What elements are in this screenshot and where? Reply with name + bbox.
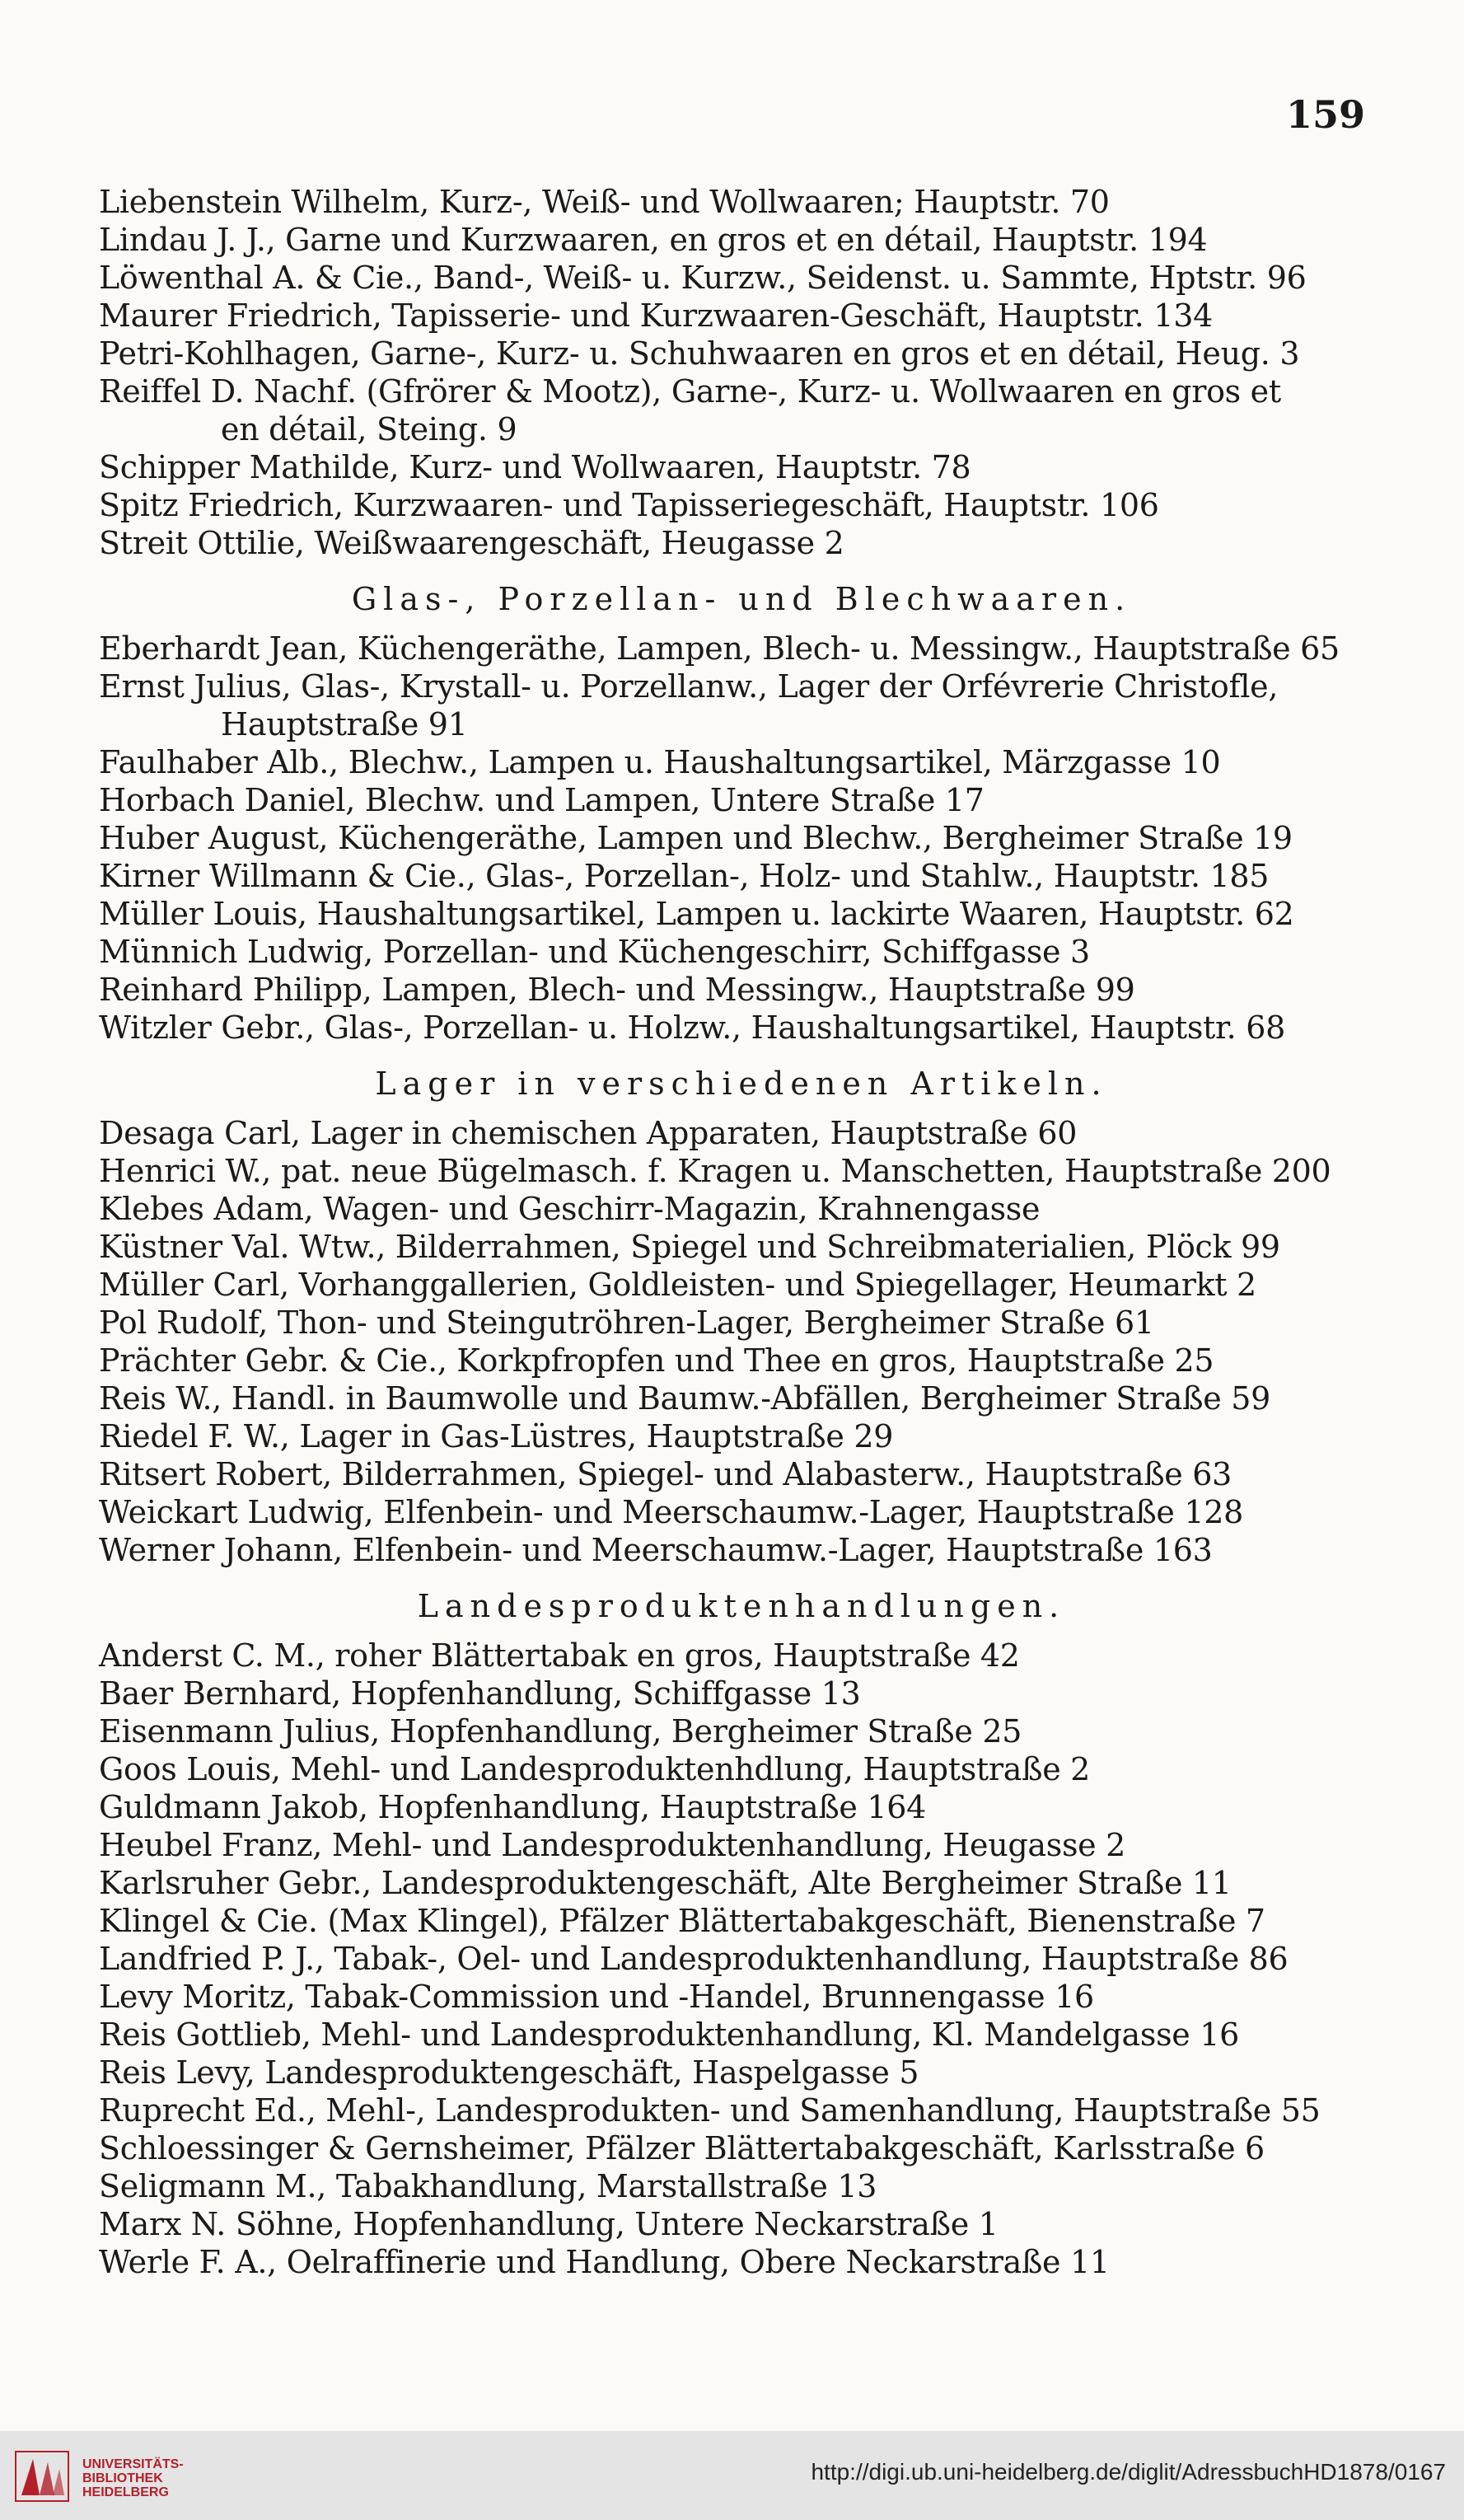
entry-text: Ritsert Robert, Bilderrahmen, Spiegel- und Alabasterw., Hauptstraße 63 <box>99 1456 1232 1492</box>
logo-line-2: BIBLIOTHEK <box>82 2471 163 2485</box>
entry-text: Lindau J. J., Garne und Kurzwaaren, en gros et en détail, Hauptstr. 194 <box>99 222 1208 258</box>
directory-entry <box>99 933 1384 971</box>
directory-entry <box>99 857 1384 895</box>
section-heading: Lager in verschiedenen Artikeln. <box>375 1066 1108 1102</box>
entry-text: Reis W., Handl. in Baumwolle und Baumw.-Abfällen, Bergheimer Straße 59 <box>99 1380 1270 1417</box>
logo-line-1: UNIVERSITÄTS- <box>82 2457 184 2471</box>
entry-text: Prächter Gebr. & Cie., Korkpfropfen und Thee en gros, Hauptstraße 25 <box>99 1342 1214 1379</box>
source-url-link[interactable]: http://digi.ub.uni-heidelberg.de/diglit/AdressbuchHD1878/0167 <box>811 2459 1446 2485</box>
directory-entry <box>99 2054 1384 2091</box>
entry-text: Schloessinger & Gernsheimer, Pfälzer Blättertabakgeschäft, Karlsstraße 6 <box>99 2130 1265 2166</box>
entry-text: Liebenstein Wilhelm, Kurz-, Weiß- und Wollwaaren; Hauptstr. 70 <box>99 184 1110 220</box>
entry-text: Eisenmann Julius, Hopfenhandlung, Bergheimer Straße 25 <box>99 1713 1022 1749</box>
directory-entry <box>99 524 1384 562</box>
entry-text: Werle F. A., Oelraffinerie und Handlung, Obere Neckarstraße 11 <box>99 2244 1110 2280</box>
directory-listing <box>99 183 1384 2281</box>
directory-entry <box>99 1342 1384 1379</box>
entry-text: Pol Rudolf, Thon- und Steingutröhren-Lager, Bergheimer Straße 61 <box>99 1304 1154 1341</box>
directory-entry <box>99 667 1384 743</box>
viewer-footer <box>0 2431 1464 2520</box>
directory-entry <box>99 2091 1384 2129</box>
directory-entry <box>99 1788 1384 1826</box>
entry-text: Anderst C. M., roher Blättertabak en gros, Hauptstraße 42 <box>99 1637 1020 1674</box>
entry-text: Baer Bernhard, Hopfenhandlung, Schiffgasse 13 <box>99 1675 861 1712</box>
directory-entry <box>99 1826 1384 1864</box>
directory-entry <box>99 1712 1384 1750</box>
entry-text: Marx N. Söhne, Hopfenhandlung, Untere Neckarstraße 1 <box>99 2206 999 2242</box>
entry-text: Reinhard Philipp, Lampen, Blech- und Messingw., Hauptstraße 99 <box>99 972 1135 1008</box>
entry-text: Müller Carl, Vorhanggallerien, Goldleisten- und Spiegellager, Heumarkt 2 <box>99 1267 1256 1303</box>
entry-text: Horbach Daniel, Blechw. und Lampen, Untere Straße 17 <box>99 782 985 818</box>
directory-entry <box>99 1493 1384 1531</box>
directory-entry <box>99 1009 1384 1047</box>
directory-entry <box>99 259 1384 297</box>
entry-text: Henrici W., pat. neue Bügelmasch. f. Kragen u. Manschetten, Hauptstraße 200 <box>99 1153 1331 1189</box>
section-heading: Landesproduktenhandlungen. <box>417 1588 1066 1624</box>
entry-text: Riedel F. W., Lager in Gas-Lüstres, Hauptstraße 29 <box>99 1418 894 1454</box>
directory-entry <box>99 1455 1384 1493</box>
entry-text: Reis Levy, Landesproduktengeschäft, Haspelgasse 5 <box>99 2054 919 2091</box>
entry-continuation: Hauptstraße 91 <box>221 706 468 742</box>
directory-entry <box>99 1637 1384 1675</box>
entry-text: Desaga Carl, Lager in chemischen Apparaten, Hauptstraße 60 <box>99 1115 1078 1151</box>
directory-entry <box>99 971 1384 1009</box>
entry-text: Werner Johann, Elfenbein- und Meerschaumw.-Lager, Hauptstraße 163 <box>99 1532 1213 1568</box>
entry-text: Weickart Ludwig, Elfenbein- und Meerschaumw.-Lager, Hauptstraße 128 <box>99 1494 1243 1530</box>
university-library-name <box>82 2457 184 2499</box>
entry-text: Eberhardt Jean, Küchengeräthe, Lampen, Blech- u. Messingw., Hauptstraße 65 <box>99 630 1340 667</box>
entry-text: Seligmann M., Tabakhandlung, Marstallstraße 13 <box>99 2168 877 2204</box>
entry-text: Goos Louis, Mehl- und Landesproduktenhdlung, Hauptstraße 2 <box>99 1751 1091 1787</box>
directory-entry <box>99 372 1384 448</box>
entry-text: Reis Gottlieb, Mehl- und Landesproduktenhandlung, Kl. Mandelgasse 16 <box>99 2016 1240 2053</box>
entry-text: Landfried P. J., Tabak-, Oel- und Landesproduktenhandlung, Hauptstraße 86 <box>99 1941 1289 1977</box>
directory-entry <box>99 819 1384 857</box>
directory-entry <box>99 1266 1384 1304</box>
directory-entry <box>99 486 1384 524</box>
page-number: 159 <box>1285 92 1365 137</box>
directory-entry <box>99 1978 1384 2016</box>
directory-entry <box>99 743 1384 781</box>
entry-text: Ernst Julius, Glas-, Krystall- u. Porzellanw., Lager der Orfévrerie Christofle, <box>99 668 1279 705</box>
entry-text: Reiffel D. Nachf. (Gfrörer & Mootz), Garne-, Kurz- u. Wollwaaren en gros et <box>99 373 1281 410</box>
directory-entry <box>99 1152 1384 1190</box>
directory-entry <box>99 1940 1384 1978</box>
directory-entry <box>99 1228 1384 1266</box>
directory-entry <box>99 630 1384 667</box>
entry-text: Schipper Mathilde, Kurz- und Wollwaaren, Hauptstr. 78 <box>99 449 971 485</box>
entry-text: Petri-Kohlhagen, Garne-, Kurz- u. Schuhwaaren en gros et en détail, Heug. 3 <box>99 335 1300 372</box>
section-heading: Glas-, Porzellan- und Blechwaaren. <box>351 581 1132 617</box>
directory-entry <box>99 1531 1384 1569</box>
directory-entry <box>99 183 1384 221</box>
university-library-logo-icon[interactable] <box>15 2451 69 2502</box>
entry-text: Klebes Adam, Wagen- und Geschirr-Magazin, Krahnengasse <box>99 1191 1041 1227</box>
directory-entry <box>99 2243 1384 2281</box>
directory-entry <box>99 1304 1384 1342</box>
entry-text: Löwenthal A. & Cie., Band-, Weiß- u. Kurzw., Seidenst. u. Sammte, Hptstr. 96 <box>99 260 1307 296</box>
directory-entry <box>99 1417 1384 1455</box>
entry-text: Levy Moritz, Tabak-Commission und -Handel, Brunnengasse 16 <box>99 1979 1094 2015</box>
entry-text: Karlsruher Gebr., Landesproduktengeschäft, Alte Bergheimer Straße 11 <box>99 1865 1232 1901</box>
directory-entry <box>99 1675 1384 1712</box>
entry-text: Streit Ottilie, Weißwaarengeschäft, Heugasse 2 <box>99 525 844 561</box>
entry-text: Müller Louis, Haushaltungsartikel, Lampen u. lackirte Waaren, Hauptstr. 62 <box>99 896 1294 932</box>
entry-text: Heubel Franz, Mehl- und Landesproduktenhandlung, Heugasse 2 <box>99 1827 1126 1863</box>
directory-entry <box>99 1750 1384 1788</box>
entry-text: Kirner Willmann & Cie., Glas-, Porzellan-, Holz- und Stahlw., Hauptstr. 185 <box>99 858 1270 894</box>
directory-entry <box>99 1902 1384 1940</box>
directory-entry <box>99 781 1384 819</box>
entry-text: Witzler Gebr., Glas-, Porzellan- u. Holzw., Haushaltungsartikel, Hauptstr. 68 <box>99 1009 1285 1046</box>
entry-text: Guldmann Jakob, Hopfenhandlung, Hauptstraße 164 <box>99 1789 927 1825</box>
directory-entry <box>99 2167 1384 2205</box>
entry-text: Huber August, Küchengeräthe, Lampen und Blechw., Bergheimer Straße 19 <box>99 820 1293 856</box>
entry-text: Maurer Friedrich, Tapisserie- und Kurzwaaren-Geschäft, Hauptstr. 134 <box>99 297 1213 334</box>
entry-text: Spitz Friedrich, Kurzwaaren- und Tapisseriegeschäft, Hauptstr. 106 <box>99 487 1159 523</box>
directory-entry <box>99 221 1384 259</box>
entry-text: Küstner Val. Wtw., Bilderrahmen, Spiegel und Schreibmaterialien, Plöck 99 <box>99 1229 1280 1265</box>
entry-text: Münnich Ludwig, Porzellan- und Küchengeschirr, Schiffgasse 3 <box>99 934 1090 970</box>
entry-text: Ruprecht Ed., Mehl-, Landesprodukten- und Samenhandlung, Hauptstraße 55 <box>99 2092 1321 2129</box>
logo-line-3: HEIDELBERG <box>82 2485 169 2499</box>
entry-continuation: en détail, Steing. 9 <box>221 411 517 447</box>
directory-entry <box>99 1864 1384 1902</box>
directory-entry <box>99 297 1384 335</box>
directory-entry <box>99 2205 1384 2243</box>
directory-entry <box>99 1379 1384 1417</box>
directory-entry <box>99 1114 1384 1152</box>
directory-entry <box>99 1190 1384 1228</box>
entry-text: Faulhaber Alb., Blechw., Lampen u. Haushaltungsartikel, Märzgasse 10 <box>99 744 1221 780</box>
directory-entry <box>99 335 1384 372</box>
directory-entry <box>99 895 1384 933</box>
entry-text: Klingel & Cie. (Max Klingel), Pfälzer Blättertabakgeschäft, Bienenstraße 7 <box>99 1903 1265 1939</box>
directory-entry <box>99 2129 1384 2167</box>
directory-entry <box>99 2016 1384 2054</box>
directory-entry <box>99 448 1384 486</box>
